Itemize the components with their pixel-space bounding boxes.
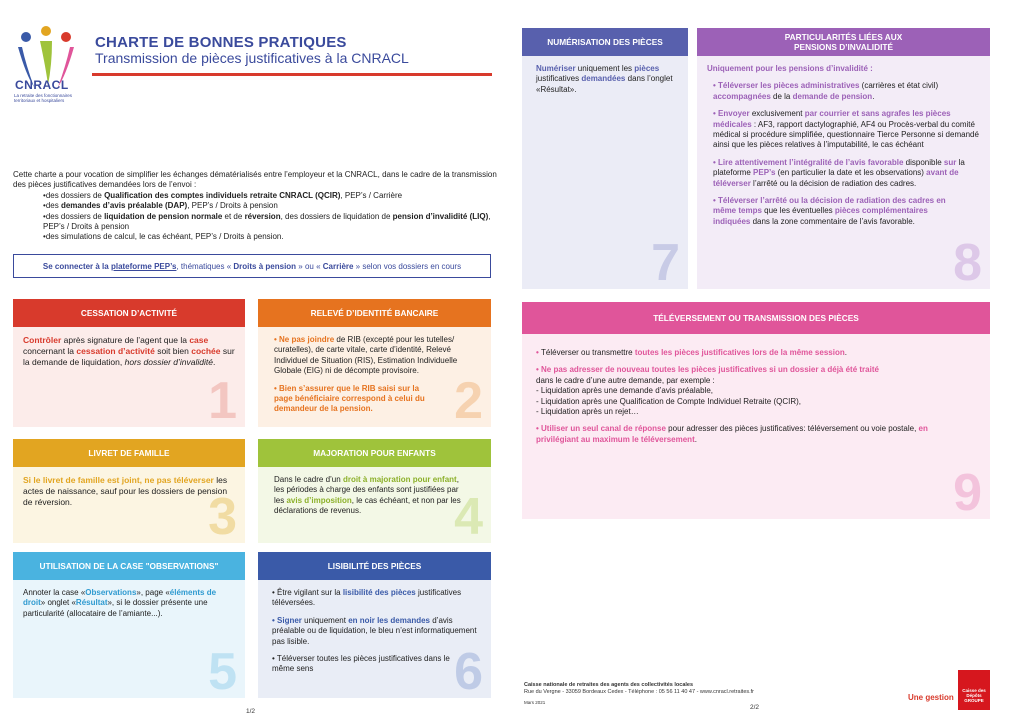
footer-address: Rue du Vergne - 33059 Bordeaux Cedex - Téléphone : 05 56 11 40 47 - www.cnracl.retraites.fr (524, 689, 755, 695)
card-number: 4 (454, 488, 483, 546)
card-observations: UTILISATION DE LA CASE "OBSERVATIONS" Annoter la case «Observations», page «éléments de droit» onglet «Résultat», si le dossier présente une particularité (allocataire de l’amiante...). 5 (13, 552, 245, 698)
card-numerisation: NUMÉRISATION DES PIÈCES Numériser uniquement les pièces justificatives demandées dans l’onglet «Résultat». 7 (522, 28, 688, 289)
page-number-left: 1/2 (246, 708, 256, 715)
card-televersement: TÉLÉVERSEMENT OU TRANSMISSION DES PIÈCES • Téléverser ou transmettre toutes les pièces justificatives lors de la même session. • Ne pas adresser de nouveau toutes les pièces justificatives si un dossier a déjà été traité dans le cadre d’une autre demande, par exemple : - Liquidation après une demande d’avis préalable, - Liquidation après une Qualification de Compte Individuel Retraite (QCIR), - Liquidation après un rejet… • Utiliser un seul canal de réponse pour adresser des pièces justificatives: téléversement ou voie postale, en privilégiant au maximum le téléversement. 9 (522, 302, 990, 519)
card-number: 9 (953, 464, 982, 522)
list-item: • des dossiers de Qualification des comptes individuels retraite CNRACL (QCIR), PEP’s / Carrière (43, 191, 498, 201)
card-livret-famille: LIVRET DE FAMILLE Si le livret de famille est joint, ne pas téléverser les actes de naissance, sauf pour les dossiers de pension de réversion. 3 (13, 439, 245, 543)
logo-tagline: La retraite des fonctionnaires territoriaux et hospitaliers (14, 93, 73, 103)
list-item: • des demandes d’avis préalable (DAP), PEP’s / Droits à pension (43, 201, 498, 211)
header-divider (92, 73, 492, 76)
card-title: NUMÉRISATION DES PIÈCES (522, 28, 688, 56)
card-title: LIVRET DE FAMILLE (13, 439, 245, 467)
caisse-depots-logo: Caisse des Dépôts GROUPE (958, 670, 990, 710)
card-number: 1 (208, 372, 237, 430)
card-invalidite: PARTICULARITÉS LIÉES AUX PENSIONS D’INVALIDITÉ Uniquement pour les pensions d’invalidité : • Téléverser les pièces administratives (carrières et état civil) accompagnées de la demande de pension. • Envoyer exclusivement par courrier et sans agrafes les pièces médicales : AF3, rapport dactylographié, AF4 ou Procès-verbal du comité médical si procédure simplifiée, questionnaire Tierce Personne si demandé ainsi que les pièces relatives à l’imputabilité, le cas échéant • Lire attentivement l’intégralité de l’avis favorable disponible sur la plateforme PEP’s (en particulier la date et les observations) avant de téléverser l’arrêté ou la décision de radiation des cadres. • Téléverser l’arrêté ou la décision de radiation des cadres en même temps que les éventuelles pièces complémentaires indiquées dans la zone commentaire de l’avis favorable. 8 (697, 28, 990, 289)
page-number-right: 2/2 (750, 704, 760, 711)
card-title: RELEVÉ D’IDENTITÉ BANCAIRE (258, 299, 491, 327)
card-number: 6 (454, 643, 483, 701)
card-cessation-activite: CESSATION D’ACTIVITÉ Contrôler après signature de l’agent que la case concernant la cessation d’activité soit bien cochée sur la demande de liquidation, hors dossier d’invalidité. 1 (13, 299, 245, 427)
card-number: 7 (651, 234, 680, 292)
intro-text (13, 170, 498, 243)
intro-list (13, 191, 498, 243)
card-lisibilite: LISIBILITÉ DES PIÈCES • Être vigilant sur la lisibilité des pièces justificatives téléversées. • Signer uniquement en noir les demandes d’avis préalable ou de liquidation, le bleu n’est informatiquement pas lisible. • Téléverser toutes les pièces justificatives dans le même sens 6 (258, 552, 491, 698)
footer-org: Caisse nationale de retraites des agents des collectivités locales (524, 682, 694, 688)
page-subtitle: Transmission de pièces justificatives à la CNRACL (95, 50, 409, 66)
card-majoration-enfants: MAJORATION POUR ENFANTS Dans le cadre d’un droit à majoration pour enfant, les périodes à charge des enfants sont justifiées par les avis d’imposition, le cas échéant, et non par les déclarations de revenus. 4 (258, 439, 491, 543)
card-title: LISIBILITÉ DES PIÈCES (258, 552, 491, 580)
page-title: CHARTE DE BONNES PRATIQUES (95, 34, 347, 51)
card-title: PARTICULARITÉS LIÉES AUX PENSIONS D’INVALIDITÉ (697, 28, 990, 56)
card-rib: RELEVÉ D’IDENTITÉ BANCAIRE • Ne pas joindre de RIB (excepté pour les tutelles/ curatelles), de carte vitale, carte d’identité, Relevé Individuel de Situation (RIS), Estimation Individuelle Globale (EIG) ni de décompte provisoire. • Bien s’assurer que le RIB saisi sur la page bénéficiaire correspond à celui du demandeur de la pension. 2 (258, 299, 491, 427)
card-title: CESSATION D’ACTIVITÉ (13, 299, 245, 327)
card-title: TÉLÉVERSEMENT OU TRANSMISSION DES PIÈCES (522, 302, 990, 334)
pep-platform-link[interactable]: plateforme PEP’s (110, 261, 177, 271)
intro-lead: Cette charte a pour vocation de simplifier les échanges dématérialisés entre l’employeur et la CNRACL, dans le cadre de la transmission des pièces justificatives demandées lors de l’envoi : (13, 170, 497, 190)
card-number: 5 (208, 643, 237, 701)
footer-date: Mars 2021 (524, 700, 546, 705)
gestion-label: Une gestion (908, 693, 954, 702)
list-item: • des simulations de calcul, le cas échéant, PEP’s / Droits à pension. (43, 232, 498, 242)
card-title: MAJORATION POUR ENFANTS (258, 439, 491, 467)
card-number: 3 (208, 488, 237, 546)
card-number: 8 (953, 234, 982, 292)
list-item: • des dossiers de liquidation de pension normale et de réversion, des dossiers de liquidation de pension d’invalidité (LIQ), PEP’s / Droits à pension (43, 212, 498, 233)
card-number: 2 (454, 372, 483, 430)
pep-connect-box: Se connecter à la plateforme PEP’s, thématiques « Droits à pension » ou « Carrière » selon vos dossiers en cours (13, 254, 491, 278)
card-title: UTILISATION DE LA CASE "OBSERVATIONS" (13, 552, 245, 580)
logo-text: CNRACL (15, 78, 69, 92)
